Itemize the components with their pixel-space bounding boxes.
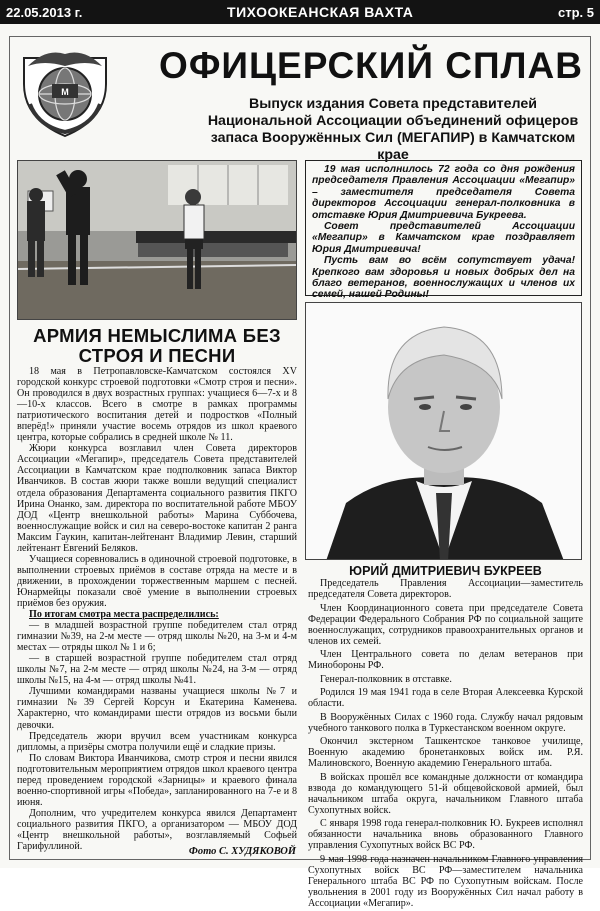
bio-paragraph: Окончил экстерном Ташкентское танковое училище, Военную академию бронетанковых войск им. Р.Я. Малиновского, Военную академию Генерального штаба. [308,736,583,770]
association-emblem [16,44,114,142]
photo-credit: Фото С. ХУДЯКОВОЙ [188,846,296,857]
article-headline: АРМИЯ НЕМЫСЛИМА БЕЗ СТРОЯ И ПЕСНИ [33,325,281,366]
drill-photo [17,160,297,320]
biography [308,566,583,911]
article-paragraph: Учащиеся соревновались в одиночной строевой подготовке, в выполнении строевых приёмов в составе отряда на месте и в движении, в прохождении торжественным маршем с песней. Юнармейцы показали своё умение в выполнении строевых приёмов без оружия. [17,553,297,609]
article-paragraph: Дополним, что учредителем конкурса явился Департамент социального развития ПКГО, а организатором — МБОУ ДОД «Центр внешкольной работы», возглавляемый Софьей Гарифуллиной. [17,807,297,853]
article-paragraph: 18 мая в Петропавловске-Камчатском состоялся XV городской конкурс строевой подготовки «Смотр строя и песни». Он проводился в двух возрастных группах: учащиеся 6—7-х и 8—10-х классов. Всего в смотре в рамках программы патриотического воспитания детей и подростков «Полный вперёд!» приняли участие восемь отрядов из школ краевого центра, которые собрались в средней школе № 11. [17,366,297,444]
page-header [0,0,600,24]
bio-paragraph: В войсках прошёл все командные должности от командира взвода до командующего 51-й общевойсковой армией, был начальником штаба округа, начальником Главного штаба Сухопутных войск. [308,771,583,816]
birthday-announcement [305,160,582,301]
bio-paragraph: Генерал-полковник в отставке. [320,673,452,685]
announcement-text: Совет представителей Ассоциации «Мегапир» в Камчатском крае поздравляет Юрия Дмитриевича! [312,221,575,255]
article-paragraph: Председатель жюри вручил всем участникам конкурса дипломы, а призёры смотра получили ещё и сладкие призы. [17,730,297,753]
svg-text:M: M [61,87,69,97]
bio-paragraph: С января 1998 года генерал-полковник Ю. Букреев исполнял обязанности начальника вновь образованного Главного управления Сухопутных войск ВС РФ. [308,818,583,852]
bio-paragraph: Член Центрального совета по делам ветеранов при Минобороны РФ. [308,649,583,672]
bio-paragraph: Родился 19 мая 1941 года в селе Вторая Алексеевка Курской области. [308,687,583,710]
portrait-photo [305,302,582,560]
bio-paragraph: Член Координационного совета при председателе Совета Федерации Федерального Собрания РФ по социальной защите военнослужащих, сотрудников правоохранительных органов и членов их семей. [308,602,583,647]
bio-paragraph: 9 мая 1998 года назначен начальником Главного управления Сухопутных войск ВС РФ—заместителем начальника Генерального штаба ВС РФ по Сухопутным войскам. После увольнения в 2001 году из Вооружённых Сил начал работу в Ассоциации «Мегапир». [308,853,583,909]
page-number: стр. 5 [558,4,594,20]
article-paragraph: — в младшей возрастной группе победителем стал отряд гимназии №39, на 2-м месте — отряд школы №20, на 3-м и 4-м местах — отряды школ № 1 и 6; [17,620,297,654]
newspaper-name: ТИХООКЕАНСКАЯ ВАХТА [227,4,414,20]
results-heading: По итогам смотра места распределились: [29,609,219,621]
article-paragraph: Жюри конкурса возглавил член Совета директоров Ассоциации «Мегапир», председатель Совета представителей Ассоциации в Камчатском крае подполковник запаса Виктор Иванчиков. В состав жюри также вошли ведущий специалист отдела образования Департамента социального развития ПКГО Ирина Онанко, зам. директора по воспитательной работе МБОУ ДОД «Центр внешкольной работы» Марина Суббочева, военнослужащие войск и сил на северо-востоке капитан 2 ранга Максим Гаукин, капитан-лейтенант Владимир Левин, старший лейтенант Евгений Беляков. [17,443,297,554]
supplement-subtitle: Выпуск издания Совета представителей Национальной Ассоциации объединений офицеров запаса Вооружённых Сил (МЕГАПИР) в Камчатском крае [207,96,579,163]
article-paragraph: — в старшей возрастной группе победителем стал отряд школы №7, на 2-м месте — отряд школы №24, на 3-м — отряд школы №15, на 4-м — отряд школы №41. [17,653,297,687]
article-body [17,366,297,852]
article-paragraph: По словам Виктора Иванчикова, смотр строя и песни явился подготовительным мероприятием отрядов школ краевого центра перед проведением городской «Зарницы» и краевого финала военно-спортивной игры «Победа», запланированного на 7-е и 8 июня. [17,752,297,808]
issue-date: 22.05.2013 г. [6,4,83,20]
bio-paragraph: Председатель Правления Ассоциации—заместитель председателя Совета директоров. [308,578,583,601]
announcement-text: Пусть вам во всём сопутствует удача! Крепкого вам здоровья и новых добрых дел на благо ветеранов, военнослужащих и членов их семей, нашей Родины! [312,255,575,301]
bio-paragraph: В Вооружённых Силах с 1960 года. Службу начал рядовым учебного танкового полка в Туркестанском военном округе. [308,711,583,734]
supplement-title: ОФИЦЕРСКИЙ СПЛАВ [159,45,583,86]
portrait-caption: ЮРИЙ ДМИТРИЕВИЧ БУКРЕЕВ [349,564,542,578]
article-paragraph: Лучшими командирами названы учащиеся школы №7 и гимназии №39 Сергей Корсун и Екатерина Каменева. Характерно, что командирами шести отрядов из восьми были девочки. [17,686,297,731]
announcement-text: 19 мая исполнилось 72 года со дня рождения председателя Правления Ассоциации «Мегапир» – заместителя председателя Совета директоров Ассоциации генерал-полковника в отставке Юрия Дмитриевича Букреева. [312,164,575,221]
